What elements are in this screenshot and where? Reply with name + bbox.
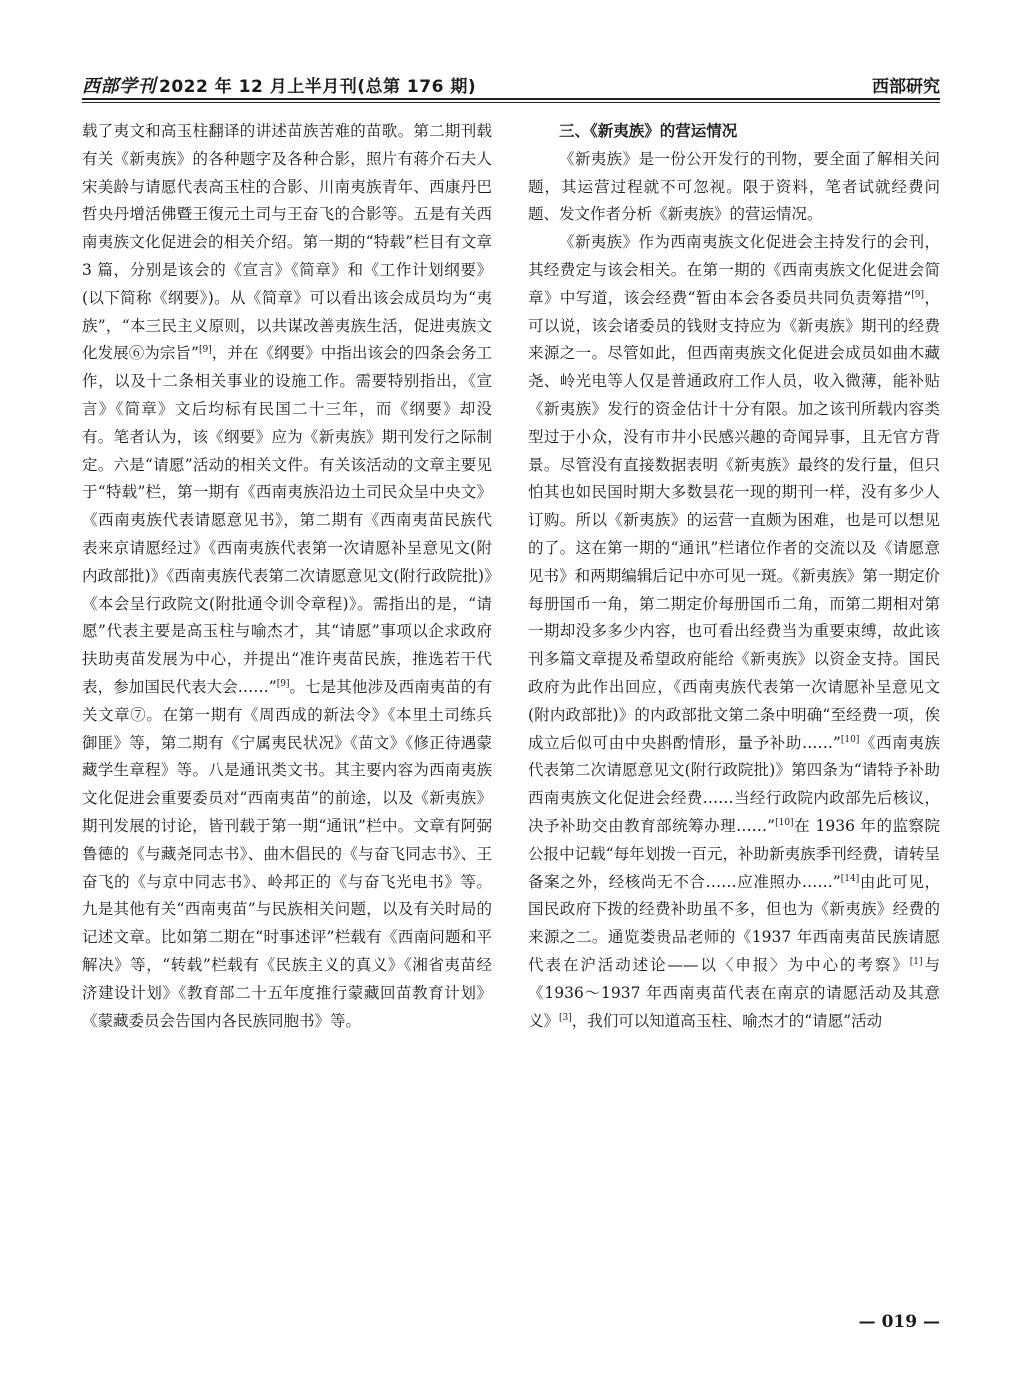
citation: [10] <box>840 734 860 745</box>
citation: [1] <box>909 956 923 967</box>
issue-label: 2022 年 12 月上半月刊(总第 176 期) <box>159 77 477 97</box>
running-header <box>82 70 940 102</box>
header-journal-issue <box>82 72 476 98</box>
citation: [14] <box>840 873 860 884</box>
text-run: ，可以说，该会诸委员的钱财支持应为《新夷族》期刊的经费来源之一。尽管如此，但西南夷族文化促进会成员如曲木藏尧、岭光电等人仅是普通政府工作人员，收入微薄，能补贴《新夷族》发行的资金估计十分有限。加之该刊所载内容类型过于小众，没有市井小民感兴趣的奇闻异事，且无官方背景。尽管没有直接数据表明《新夷族》最终的发行量，但只怕其也如民国时期大多数昙花一现的期刊一样，没有多少人订购。所以《新夷族》的运营一直颇为困难，也是可以想见的了。这在第一期的“通讯”栏诸位作者的交流以及《请愿意见书》和两期编辑后记中亦可见一斑。《新夷族》第一期定价每册国币一角，第二期定价每册国币二角，而第二期相对第一期却没多多少内容，也可看出经费当为重要束缚，故此该刊多篇文章提及希望政府能给《新夷族》以资金支持。国民政府为此作出回应，《西南夷族代表第一次请愿补呈意见文(附内政部批)》的内政部批文第二条中明确“至经费一项，俟成立后似可由中央斟酌情形，量予补助……” <box>528 288 940 752</box>
text-run: 《新夷族》作为西南夷族文化促进会主持发行的会刊，其经费定与该会相关。在第一期的《西南夷族文化促进会简章》中写道，该会经费“暂由本会各委员共同负责筹措” <box>528 233 940 307</box>
citation: [9] <box>911 289 925 300</box>
body-paragraph: 《新夷族》是一份公开发行的刊物，要全面了解相关问题，其运营过程就不可忽视。限于资料，笔者试就经费问题、发文作者分析《新夷族》的营运情况。 <box>528 149 940 224</box>
left-column <box>82 118 492 1035</box>
section-heading: 三、《新夷族》的营运情况 <box>559 122 738 140</box>
body-paragraph <box>528 229 940 1035</box>
citation: [3] <box>559 1012 572 1023</box>
text-run: ，并在《纲要》中指出该会的四条会务工作，以及十二条相关事业的设施工作。需要特别指出，《宣言》《简章》文后均标有民国二十三年，而《纲要》却没有。笔者认为，该《纲要》应为《新夷族》期刊发行之际制定。六是“请愿”活动的相关文件。有关该活动的文章主要见于“特载”栏，第一期有《西南夷族沿边土司民众呈中央文》《西南夷族代表请愿意见书》，第二期有《西南夷苗民族代表来京请愿经过》《西南夷族代表第一次请愿补呈意见文(附内政部批)》《西南夷族代表第二次请愿意见文(附行政院批)》《本会呈行政院文(附批通令训令章程)》。需指出的是，“请愿”代表主要是高玉柱与喻杰才，其“请愿”事项以企求政府扶助夷苗发展为中心，并提出“准许夷苗民族，推选若干代表，参加国民代表大会……” <box>82 344 492 696</box>
header-section-label: 西部研究 <box>872 77 940 97</box>
citation: [9] <box>198 345 212 356</box>
right-column <box>528 118 940 1035</box>
journal-logo: 西部学刊 <box>82 76 156 97</box>
text-run: 载了夷文和高玉柱翻译的讲述苗族苦难的苗歌。第二期刊载有关《新夷族》的各种题字及各种合影，照片有蒋介石夫人宋美龄与请愿代表高玉柱的合影、川南夷族青年、西康丹巴哲央丹增活佛暨王復元土司与王奋飞的合影等。五是有关西南夷族文化促进会的相关介绍。第一期的“特载”栏目有文章 3 篇，分别是该会的《宣言》《简章》和《工作计划纲要》(以下简称《纲要》)。从《简章》可以看出该会成员均为“夷族”，“本三民主义原则，以共谋改善夷族生活，促进夷族文化发展⑥为宗旨” <box>82 122 492 363</box>
header-rule-thin <box>82 102 940 103</box>
citation: [10] <box>775 817 794 828</box>
text-run: ，我们可以知道高玉柱、喻杰才的“请愿”活动 <box>571 1011 883 1030</box>
text-run: 《西南夷族代表第二次请愿意见文(附行政院批)》第四条为“请特予补助西南夷族文化促进会经费……当经行政院内政部先后核议，决予补助交由教育部统筹办理……” <box>528 733 940 835</box>
page-number: — 019 — <box>858 1312 940 1332</box>
header-rule <box>82 98 940 100</box>
body-paragraph <box>82 118 492 1035</box>
text-run: 与《1936～1937 年西南夷苗代表在南京的请愿活动及其意义》 <box>528 955 940 1030</box>
text-run: 由此可见，国民政府下拨的经费补助虽不多，但也为《新夷族》经费的来源之二。通览娄贵品老师的《1937 年西南夷苗民族请愿代表在沪活动述论——以〈申报〉为中心的考察》 <box>528 872 940 974</box>
text-run: 。七是其他涉及西南夷苗的有关文章⑦。在第一期有《周西成的新法令》《本里土司练兵御匪》等，第二期有《宁属夷民状况》《苗文》《修正待遇蒙藏学生章程》等。八是通讯类文书。其主要内容为西南夷族文化促进会重要委员对“西南夷苗”的前途，以及《新夷族》期刊发展的讨论，皆刊载于第一期“通讯”栏中。文章有阿弼鲁德的《与藏尧同志书》、曲木倡民的《与奋飞同志书》、王奋飞的《与京中同志书》、岭邦正的《与奋飞光电书》等。九是其他有关“西南夷苗”与民族相关问题，以及有关时局的记述文章。比如第二期在“时事述评”栏载有《西南问题和平解决》等，“转载”栏载有《民族主义的真义》《湘省夷苗经济建设计划》《教育部二十五年度推行蒙藏回苗教育计划》《蒙藏委员会告国内各民族同胞书》等。 <box>82 677 492 1030</box>
text-run: 在 1936 年的监察院公报中记载“每年划拨一百元，补助新夷族季刊经费，请转呈备案之外，经核尚无不合……应准照办……” <box>528 816 940 891</box>
citation: [9] <box>276 678 290 689</box>
